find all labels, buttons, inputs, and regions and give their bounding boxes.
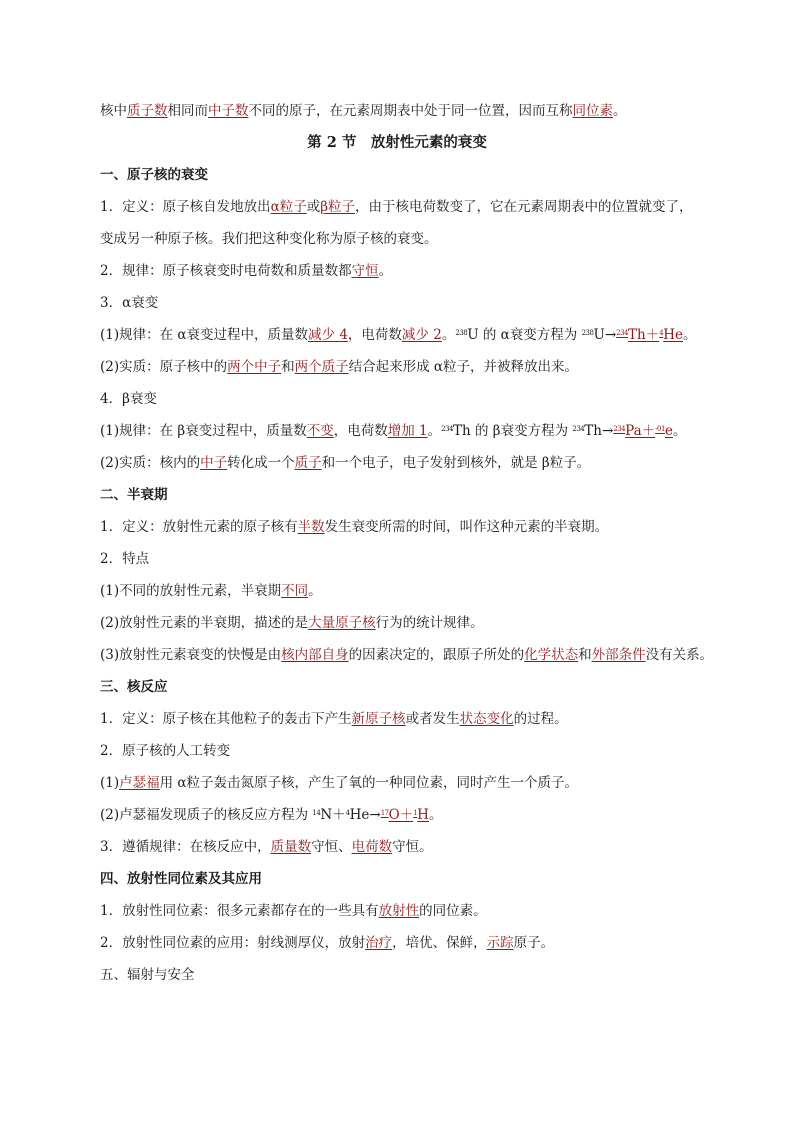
answer-text: 示踪 xyxy=(486,935,514,951)
answer-text: β粒子 xyxy=(320,199,356,215)
text: 或者发生 xyxy=(405,711,460,727)
text: (2)实质：核内的 xyxy=(100,455,201,471)
text: 。 xyxy=(613,103,627,119)
text-line xyxy=(100,933,740,953)
text: (2)卢瑟福发现质子的核反应方程为 xyxy=(100,807,313,823)
text: 和 xyxy=(281,359,295,375)
text: N＋ xyxy=(320,807,346,823)
section-title: 第 2 节 放射性元素的衰变 xyxy=(307,134,487,151)
text-line: 变成另一种原子核。我们把这种变化称为原子核的衰变。 xyxy=(100,231,438,247)
text-line xyxy=(100,613,740,633)
text: 和一个电子，电子发射到核外，就是 β粒子。 xyxy=(321,455,591,471)
text: 。 xyxy=(682,327,697,343)
answer-text: 半数 xyxy=(297,519,325,535)
text-line xyxy=(100,581,740,601)
text-line xyxy=(100,421,740,441)
answer-text: O＋ xyxy=(388,807,414,823)
answer-text: e xyxy=(664,423,673,439)
answer-text: 化学状态 xyxy=(524,647,579,663)
heading-decay: 一、原子核的衰变 xyxy=(100,167,208,183)
answer-text: 不变 xyxy=(306,423,334,439)
answer-text: 减少 4 xyxy=(308,327,348,343)
mass-number: 234 xyxy=(572,425,585,433)
text-line: 2．原子核的人工转变 xyxy=(100,743,231,759)
text: Th→ xyxy=(584,423,614,439)
answer-text: 大量原子核 xyxy=(308,615,376,631)
heading-isotopes: 四、放射性同位素及其应用 xyxy=(100,871,262,887)
text: 或 xyxy=(306,199,321,215)
text: 3．遵循规律：在核反应中， xyxy=(100,839,271,855)
text: ，由于核电荷数变了，它在元素周期表中的位置就变了， xyxy=(355,199,693,215)
answer-text: 同位素 xyxy=(572,103,613,119)
answer-text: 两个中子 xyxy=(227,359,282,375)
text-line xyxy=(100,357,740,377)
text-line xyxy=(100,261,740,281)
answer-text: 电荷数 xyxy=(351,839,393,855)
text: 和 xyxy=(578,647,592,663)
text: 原子。 xyxy=(513,935,555,951)
answer-text: 质子数 xyxy=(127,103,168,119)
answer-text: 治疗 xyxy=(365,935,393,951)
text: 发生衰变所需的时间，叫作这种元素的半衰期。 xyxy=(324,519,609,535)
text: 。 xyxy=(427,423,442,439)
heading-nuclear-reaction: 三、核反应 xyxy=(100,679,168,695)
text: 2．放射性同位素的应用：射线测厚仪，放射 xyxy=(100,935,366,951)
answer-text: 状态变化 xyxy=(459,711,514,727)
answer-text: 减少 2 xyxy=(401,327,442,343)
mass-number: 234 xyxy=(441,425,453,433)
text-line xyxy=(100,773,740,793)
text-line xyxy=(100,645,740,665)
text: 1．定义：放射性元素的原子核有 xyxy=(100,519,298,535)
answer-text: Pa＋ xyxy=(625,423,656,439)
answer-text: 卢瑟福 xyxy=(119,775,160,791)
text: ，电荷数 xyxy=(333,423,388,439)
text-line xyxy=(100,901,740,921)
text-line: 3．α衰变 xyxy=(100,295,159,311)
text: 1．定义：原子核自发地放出 xyxy=(100,199,271,215)
text-line xyxy=(100,837,740,857)
answer-text: 增加 1 xyxy=(387,423,428,439)
text-line xyxy=(100,805,740,825)
text-line: 4．β衰变 xyxy=(100,391,157,407)
mass-number: 234 xyxy=(613,425,626,433)
mass-number: 17 xyxy=(380,809,389,817)
mass-number: 238 xyxy=(455,329,468,337)
text-line xyxy=(100,517,740,537)
text: 。 xyxy=(378,263,393,279)
mass-number: 4 xyxy=(659,329,664,337)
text: (2)实质：原子核中的 xyxy=(100,359,228,375)
mass-number: 234 xyxy=(616,329,629,337)
mass-number: 4 xyxy=(345,809,350,817)
text: 行为的统计规律。 xyxy=(375,615,484,631)
mass-number: 14 xyxy=(312,809,321,817)
text: 的因素决定的，跟原子所处的 xyxy=(348,647,525,663)
answer-text: 外部条件 xyxy=(591,647,646,663)
text: 的过程。 xyxy=(513,711,568,727)
text: 1．放射性同位素：很多元素都存在的一些具有 xyxy=(100,903,379,919)
answer-text: 中子 xyxy=(200,455,228,471)
answer-text: 核内部自身 xyxy=(281,647,349,663)
text: 。 xyxy=(672,423,687,439)
text: (2)放射性元素的半衰期，描述的是 xyxy=(100,615,309,631)
text: (1) xyxy=(100,775,120,791)
text-line xyxy=(100,709,740,729)
answer-text: 质子 xyxy=(294,455,322,471)
text-line xyxy=(100,197,740,217)
answer-text: 中子数 xyxy=(208,103,249,119)
text: Th 的 β衰变方程为 xyxy=(452,423,573,439)
answer-text: 放射性 xyxy=(378,903,420,919)
answer-text: 新原子核 xyxy=(351,711,406,727)
text: 。 xyxy=(308,583,322,599)
text: 守恒。 xyxy=(392,839,433,855)
heading-half-life: 二、半衰期 xyxy=(100,487,168,503)
text: (1)规律：在 β衰变过程中，质量数 xyxy=(100,423,307,439)
answer-text: 两个质子 xyxy=(294,359,349,375)
text: (1)规律：在 α衰变过程中，质量数 xyxy=(100,327,309,343)
text: 用 α粒子轰击氮原子核，产生了氧的一种同位素，同时产生一个质子。 xyxy=(159,775,579,791)
answer-text: Th＋ xyxy=(628,327,660,343)
text-line: 2．特点 xyxy=(100,551,150,567)
answer-text: 质量数 xyxy=(270,839,312,855)
text: 。 xyxy=(428,807,443,823)
text: ，电荷数 xyxy=(347,327,402,343)
text-line xyxy=(100,453,740,473)
answer-text: 不同 xyxy=(281,583,309,599)
text: U→ xyxy=(593,327,617,343)
text: He→ xyxy=(349,807,381,823)
answer-text: 守恒 xyxy=(351,263,379,279)
text: 转化成一个 xyxy=(227,455,295,471)
text: 1．定义：原子核在其他粒子的轰击下产生 xyxy=(100,711,352,727)
text-line xyxy=(100,325,740,345)
text: 没有关系。 xyxy=(645,647,714,663)
text-line xyxy=(100,101,740,121)
mass-number: -01 xyxy=(655,425,665,433)
text: 的同位素。 xyxy=(419,903,487,919)
mass-number: 238 xyxy=(581,329,594,337)
heading-radiation-safety: 五、辐射与安全 xyxy=(100,967,195,983)
mass-number: 1 xyxy=(413,809,418,817)
text: (3)放射性元素衰变的快慢是由 xyxy=(100,647,282,663)
text: 。 xyxy=(441,327,456,343)
answer-text: α粒子 xyxy=(270,199,307,215)
text: 不同的原子，在元素周期表中处于同一位置，因而互称 xyxy=(248,103,573,119)
text: (1)不同的放射性元素，半衰期 xyxy=(100,583,282,599)
text: 核中 xyxy=(100,103,127,119)
answer-text: H xyxy=(417,807,429,823)
answer-text: He xyxy=(663,327,683,343)
text: U 的 α衰变方程为 xyxy=(467,327,582,343)
text: ，培优、保鲜， xyxy=(392,935,487,951)
text: 相同而 xyxy=(167,103,208,119)
text: 结合起来形成 α粒子，并被释放出来。 xyxy=(348,359,579,375)
text: 2．规律：原子核衰变时电荷数和质量数都 xyxy=(100,263,352,279)
text: 守恒、 xyxy=(311,839,352,855)
